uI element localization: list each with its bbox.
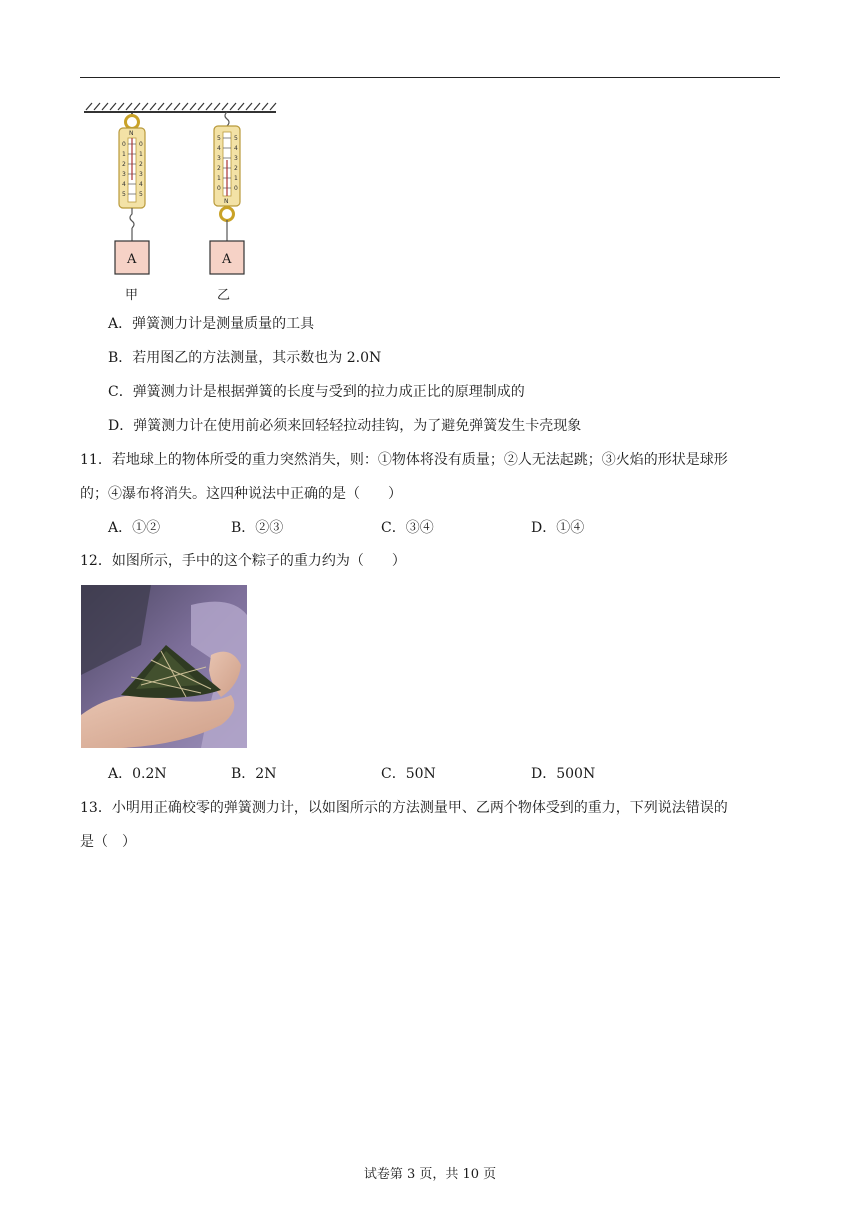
q11-option-a: A．①② — [108, 520, 161, 536]
svg-text:5: 5 — [217, 135, 221, 142]
svg-text:1: 1 — [217, 175, 221, 182]
svg-text:N: N — [129, 130, 134, 137]
svg-text:0: 0 — [139, 141, 143, 148]
svg-text:5: 5 — [139, 191, 143, 198]
svg-text:3: 3 — [234, 155, 238, 162]
block-label-yi: A — [222, 252, 232, 267]
svg-text:2: 2 — [234, 165, 238, 172]
svg-text:0: 0 — [234, 185, 238, 192]
svg-text:5: 5 — [122, 191, 126, 198]
q10-option-a: A．弹簧测力计是测量质量的工具 — [108, 316, 315, 332]
spring-scale-jia — [115, 112, 149, 274]
svg-text:0: 0 — [217, 185, 221, 192]
q12-options — [108, 764, 708, 784]
svg-text:1: 1 — [139, 151, 143, 158]
figure-label-yi: 乙 — [217, 288, 231, 303]
q11-option-c: C．③④ — [381, 520, 434, 536]
header-rule — [80, 77, 780, 78]
q11-option-d: D．①④ — [531, 520, 585, 536]
page-footer: 试卷第 3 页，共 10 页 — [363, 1167, 497, 1182]
svg-text:3: 3 — [217, 155, 221, 162]
q12-stem: 12．如图所示，手中的这个粽子的重力约为（ ） — [80, 553, 406, 569]
svg-text:3: 3 — [122, 171, 126, 178]
svg-text:2: 2 — [139, 161, 143, 168]
q10-option-b: B．若用图乙的方法测量，其示数也为 2.0N — [108, 350, 382, 366]
q12-option-b: B．2N — [231, 766, 277, 782]
svg-text:1: 1 — [234, 175, 238, 182]
spring-scale-yi — [210, 112, 244, 274]
zongzi-photo — [81, 585, 247, 748]
q10-option-d: D．弹簧测力计在使用前必须来回轻轻拉动挂钩，为了避免弹簧发生卡壳现象 — [108, 418, 582, 434]
svg-text:3: 3 — [139, 171, 143, 178]
svg-text:0: 0 — [122, 141, 126, 148]
ceiling — [84, 103, 276, 112]
svg-text:4: 4 — [139, 181, 143, 188]
spring-scale-figure — [82, 100, 282, 285]
block-label-jia: A — [127, 252, 137, 267]
q13-stem-line2: 是（ ） — [80, 834, 136, 850]
svg-text:N: N — [224, 198, 229, 205]
q11-stem-line2: 的；④瀑布将消失。这四种说法中正确的是（ ） — [80, 486, 402, 502]
svg-text:2: 2 — [122, 161, 126, 168]
svg-text:1: 1 — [122, 151, 126, 158]
q12-option-d: D．500N — [531, 766, 596, 782]
figure-label-jia: 甲 — [125, 288, 139, 303]
q12-option-a: A．0.2N — [108, 766, 167, 782]
q13-stem-line1: 13．小明用正确校零的弹簧测力计，以如图所示的方法测量甲、乙两个物体受到的重力，下列说法错误的 — [80, 800, 728, 816]
q12-option-c: C．50N — [381, 766, 436, 782]
svg-text:4: 4 — [122, 181, 126, 188]
svg-text:5: 5 — [234, 135, 238, 142]
q10-option-c: C．弹簧测力计是根据弹簧的长度与受到的拉力成正比的原理制成的 — [108, 384, 525, 400]
svg-text:4: 4 — [234, 145, 238, 152]
q11-options — [108, 518, 708, 538]
q11-stem-line1: 11．若地球上的物体所受的重力突然消失，则：①物体将没有质量；②人无法起跳；③火焰的形状是球形 — [80, 452, 728, 468]
svg-text:4: 4 — [217, 145, 221, 152]
q11-option-b: B．②③ — [231, 520, 284, 536]
svg-text:2: 2 — [217, 165, 221, 172]
